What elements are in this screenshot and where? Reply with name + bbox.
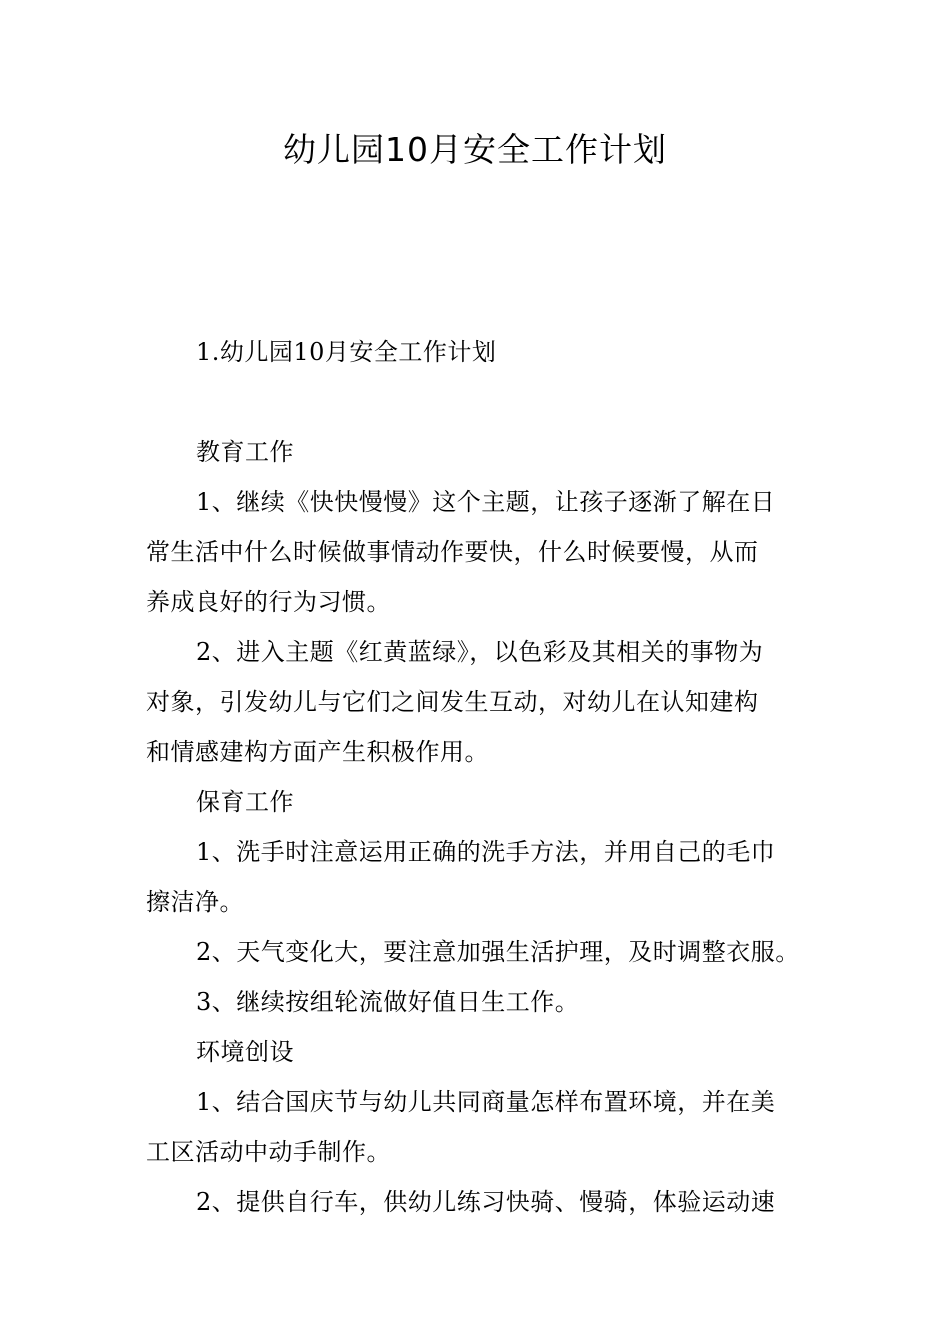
paragraph-gap — [146, 377, 808, 427]
text-line: 1、结合国庆节与幼儿共同商量怎样布置环境，并在美 — [196, 1088, 776, 1116]
text-line: 1、继续《快快慢慢》这个主题，让孩子逐渐了解在日 — [196, 488, 776, 516]
document-title: 幼儿园10月安全工作计划 — [283, 130, 667, 169]
text-line: 1、洗手时注意运用正确的洗手方法，并用自己的毛巾 — [196, 838, 776, 866]
text-line: 2、天气变化大，要注意加强生活护理，及时调整衣服。 — [196, 938, 800, 966]
text-line: 对象，引发幼儿与它们之间发生互动，对幼儿在认知建构 — [146, 688, 759, 716]
text-line: 教育工作 — [196, 438, 294, 466]
text-line: 和情感建构方面产生积极作用。 — [146, 738, 489, 766]
text-line: 2、提供自行车，供幼儿练习快骑、慢骑，体验运动速 — [196, 1188, 776, 1216]
text-line: 养成良好的行为习惯。 — [146, 588, 391, 616]
text-line: 1.幼儿园10月安全工作计划 — [196, 338, 497, 366]
text-line: 工区活动中动手制作。 — [146, 1138, 391, 1166]
document-body — [146, 327, 808, 1227]
text-line: 常生活中什么时候做事情动作要快，什么时候要慢，从而 — [146, 538, 759, 566]
text-line: 2、进入主题《红黄蓝绿》，以色彩及其相关的事物为 — [196, 638, 764, 666]
text-line: 3、继续按组轮流做好值日生工作。 — [196, 988, 580, 1016]
text-line: 保育工作 — [196, 788, 294, 816]
text-line: 擦洁净。 — [146, 888, 244, 916]
text-line: 环境创设 — [196, 1038, 294, 1066]
